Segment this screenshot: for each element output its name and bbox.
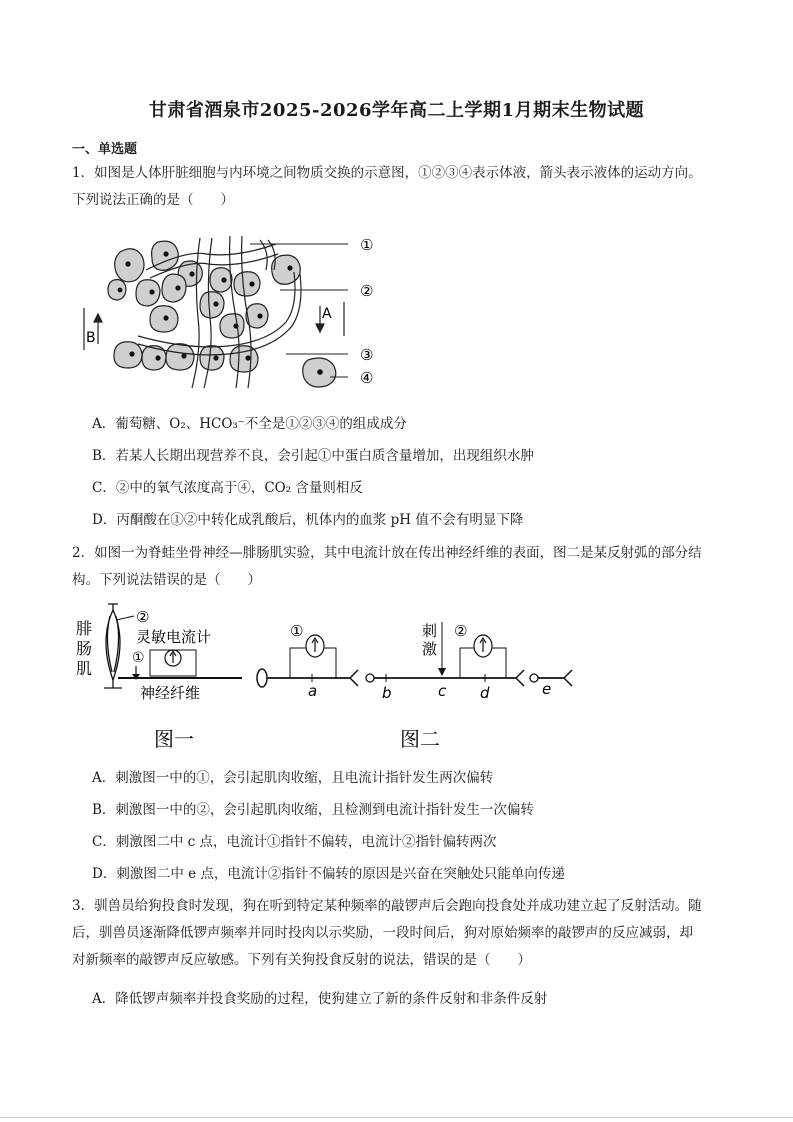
mark-2-fig2: ② [454,622,468,640]
q2-option-b: B．刺激图一中的②，会引起肌肉收缩，且检测到电流计指针发生一次偏转 [92,802,534,818]
point-d: d [480,684,490,702]
question-2-stem [72,540,722,594]
mark-1-fig2: ① [290,622,304,640]
q1-option-b: B．若某人长期出现营养不良，会引起①中蛋白质含量增加，出现组织水肿 [92,448,534,464]
page-title: 甘肃省酒泉市2025-2026学年高二上学期1月期末生物试题 [148,100,645,121]
cell [114,342,142,368]
fiber-label: 神经纤维 [140,684,201,702]
cell [136,280,160,306]
cell [162,274,186,302]
question-3-line-1: 3．驯兽员给狗投食时发现，狗在听到特定某种频率的敲锣声后会跑向投食处并成功建立起了反射活动。随 [72,898,702,914]
cell [200,346,224,370]
question-1-stem [72,160,722,214]
q1-option-d: D．丙酮酸在①②中转化成乳酸后，机体内的血浆 pH 值不会有明显下降 [92,512,524,528]
cell [210,268,232,292]
mark-1-fig1: ① [132,650,145,666]
caption-figure-1: 图一 [154,727,194,751]
q2-option-a: A．刺激图一中的①，会引起肌肉收缩，且电流计指针发生两次偏转 [92,770,494,786]
stim-label-1: 刺 [422,622,438,640]
question-1-line-2: 下列说法正确的是（ ） [72,192,234,208]
q2-option-d: D．刺激图二中 e 点，电流计②指针不偏转的原因是兴奋在突触处只能单向传递 [92,866,565,882]
point-a: a [308,682,318,700]
cell [272,255,301,284]
label-2: ② [360,282,374,300]
point-b: b [382,684,392,702]
liver-cell-exchange-diagram [80,232,380,404]
q2-option-c: C．刺激图二中 c 点，电流计①指针不偏转，电流计②指针偏转两次 [92,834,497,850]
question-3-stem [72,893,722,974]
section-heading: 一、单选题 [72,142,138,157]
question-2-line-1: 2．如图一为脊蛙坐骨神经—腓肠肌实验，其中电流计放在传出神经纤维的表面，图二是某反射弧的部分结 [72,545,702,561]
question-1-line-1: 1．如图是人体肝脏细胞与内环境之间物质交换的示意图，①②③④表示体液，箭头表示液体的运动方向。 [72,165,702,181]
muscle-label-1: 腓 [76,619,93,638]
cell [234,272,260,296]
cell [108,280,126,300]
nerve-experiment-diagram [72,600,592,760]
q3-option-a: A．降低锣声频率并投食奖励的过程，使狗建立了新的条件反射和非条件反射 [92,991,548,1007]
q1-option-c: C．②中的氧气浓度高于④，CO₂ 含量则相反 [92,480,363,496]
label-b: B [86,330,96,346]
cell [220,314,244,338]
question-3-line-3: 对新频率的敲锣声反应敏感。下列有关狗投食反射的说法，错误的是（ ） [72,952,531,968]
capillary [192,238,200,388]
label-3: ③ [360,346,374,364]
label-4: ④ [360,369,374,387]
cell [166,344,194,370]
stim-label-2: 激 [422,640,438,658]
label-1: ① [360,236,374,254]
question-3-line-2: 后，驯兽员逐渐降低锣声频率并同时投肉以示奖励，一段时间后，狗对原始频率的敲锣声的反应减弱，却 [72,925,693,941]
cell [200,292,224,318]
muscle-drawing [104,604,122,688]
page-bottom-divider [0,1117,793,1118]
question-2-line-2: 构。下列说法错误的是（ ） [72,572,261,588]
muscle-label-3: 肌 [76,659,93,678]
muscle-label-2: 肠 [76,639,93,658]
caption-figure-2: 图二 [400,727,440,751]
point-c: c [438,682,447,700]
point-e: e [542,680,552,698]
label-a: A [322,306,332,322]
q1-option-a: A．葡萄糖、O₂、HCO₃⁻不全是①②③④的组成成分 [92,416,407,432]
galvanometer-label: 灵敏电流计 [136,628,212,646]
mark-2-fig1: ② [136,608,150,626]
